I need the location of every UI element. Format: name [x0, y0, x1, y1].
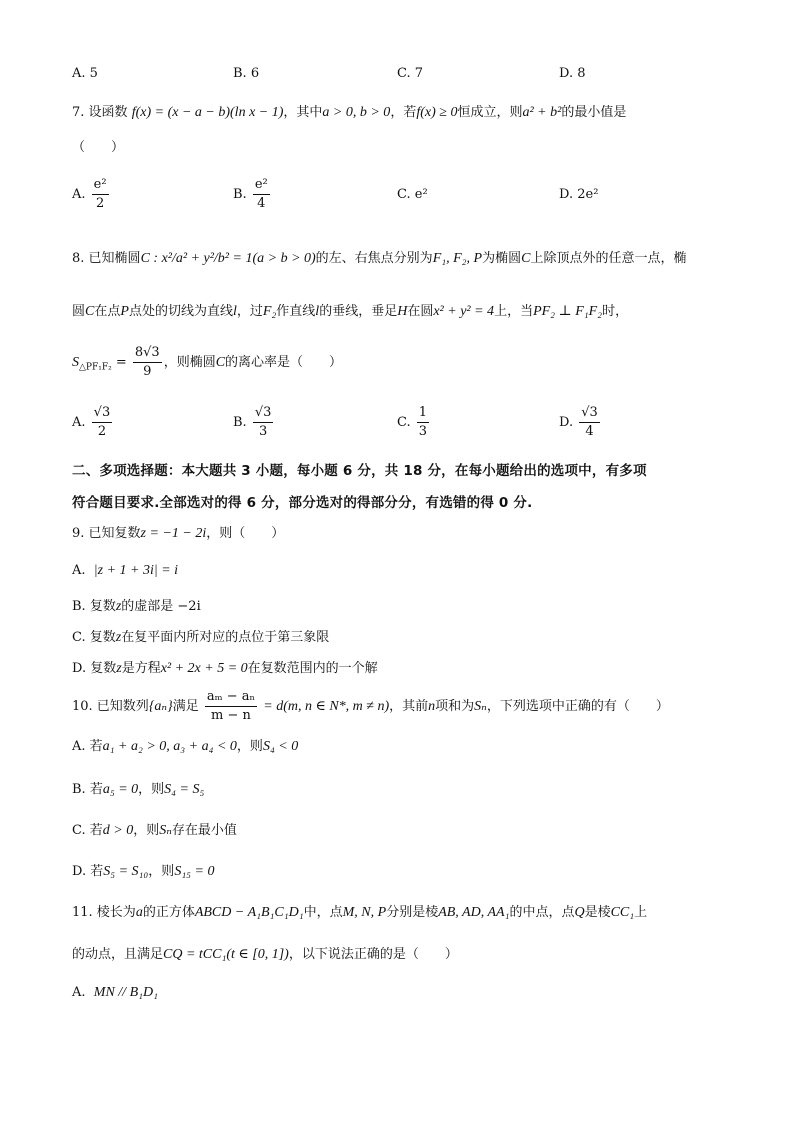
section-heading-line-1: 二、多项选择题：本大题共 3 小题，每小题 6 分，共 18 分，在每小题给出的选项中，有多项 [72, 463, 647, 479]
question-7-stem: 7. 设函数 f(x) = (x − a − b)(ln x − 1)，其中a > 0, b > 0，若f(x) ≥ 0恒成立，则a² + b²的最小值是 [72, 105, 627, 120]
q9-option-a: A. |z + 1 + 3i| = i [72, 563, 179, 578]
question-9-stem: 9. 已知复数z = −1 − 2i，则（ ） [72, 526, 285, 541]
q7-option-a: A. $\frac{\text{e²}}{2}$ [72, 177, 107, 211]
q7-option-d: D. 2e² [559, 187, 599, 202]
q10-option-a: A. 若a₁ + a₂ > 0, a₃ + a₄ < 0，则S₄ < 0 [72, 739, 299, 754]
vector-equation: CQ = tCC₁(t ∈ [0, 1]) [163, 947, 289, 962]
q9-option-b: B. 复数z的虚部是 −2i [72, 599, 201, 614]
option-b-prev: B. 6 [233, 66, 260, 81]
option-c-prev: C. 7 [397, 66, 424, 81]
q11-option-a: A. MN // B₁D₁ [72, 985, 158, 1000]
q10-option-b: B. 若a₅ = 0，则S₄ = S₅ [72, 782, 205, 797]
function-formula: f(x) = (x − a − b)(ln x − 1) [131, 105, 284, 120]
q10-option-d: D. 若S₅ = S₁₀，则S₁₅ = 0 [72, 864, 215, 879]
q7-option-c: C. e² [397, 187, 428, 202]
q9-option-c: C. 复数z在复平面内所对应的点位于第三象限 [72, 630, 330, 645]
ellipse-equation: C : x²/a² + y²/b² = 1(a > b > 0) [140, 251, 316, 266]
q8-option-a: A. $\frac{√3}{2}$ [72, 405, 111, 439]
q9-option-d: D. 复数z是方程x² + 2x + 5 = 0在复数范围内的一个解 [72, 661, 378, 676]
q10-option-c: C. 若d > 0，则Sₙ存在最小值 [72, 823, 237, 838]
question-8-line-3: $S_{\triangle PF_1F_2}$ = $\frac{8√3}{9}$ ，则椭圆C的离心率是（ ） [72, 345, 343, 379]
option-d-prev: D. 8 [559, 66, 586, 81]
option-a-prev: A. 5 [72, 66, 98, 81]
q8-option-d: D. $\frac{√3}{4}$ [559, 405, 598, 439]
q8-option-c: C. $\frac{1}{3}$ [397, 405, 428, 439]
question-10-stem: 10. 已知数列{aₙ}满足 $\frac{\text{aₘ − aₙ}}{m - n}$ = d(m, n ∈ N*, m ≠ n)，其前n项和为Sₙ，下列选项中正确的有（ ） [72, 689, 669, 723]
section-heading-line-2: 符合题目要求.全部选对的得 6 分，部分选对的得部分分，有选错的得 0 分. [72, 495, 533, 511]
q8-option-b: B. $\frac{√3}{3}$ [233, 405, 272, 439]
question-8-line-1: 8. 已知椭圆C : x²/a² + y²/b² = 1(a > b > 0)的左、右焦点分别为F₁, F₂, P为椭圆C上除顶点外的任意一点，椭 [72, 251, 687, 266]
q7-option-b: B. $\frac{\text{e²}}{4}$ [233, 177, 268, 211]
question-11-line-2: 的动点，且满足CQ = tCC₁(t ∈ [0, 1])，以下说法正确的是（ ） [72, 947, 458, 962]
question-7-paren: （ ） [72, 140, 125, 155]
question-11-line-1: 11. 棱长为a的正方体ABCD − A₁B₁C₁D₁中，点M, N, P分别是棱AB, AD, AA₁的中点，点Q是棱CC₁上 [72, 905, 648, 920]
question-8-line-2: 圆C在点P点处的切线为直线l，过F₂作直线l的垂线，垂足H在圆x² + y² = 4上，当PF₂ ⊥ F₁F₂时， [72, 304, 629, 319]
